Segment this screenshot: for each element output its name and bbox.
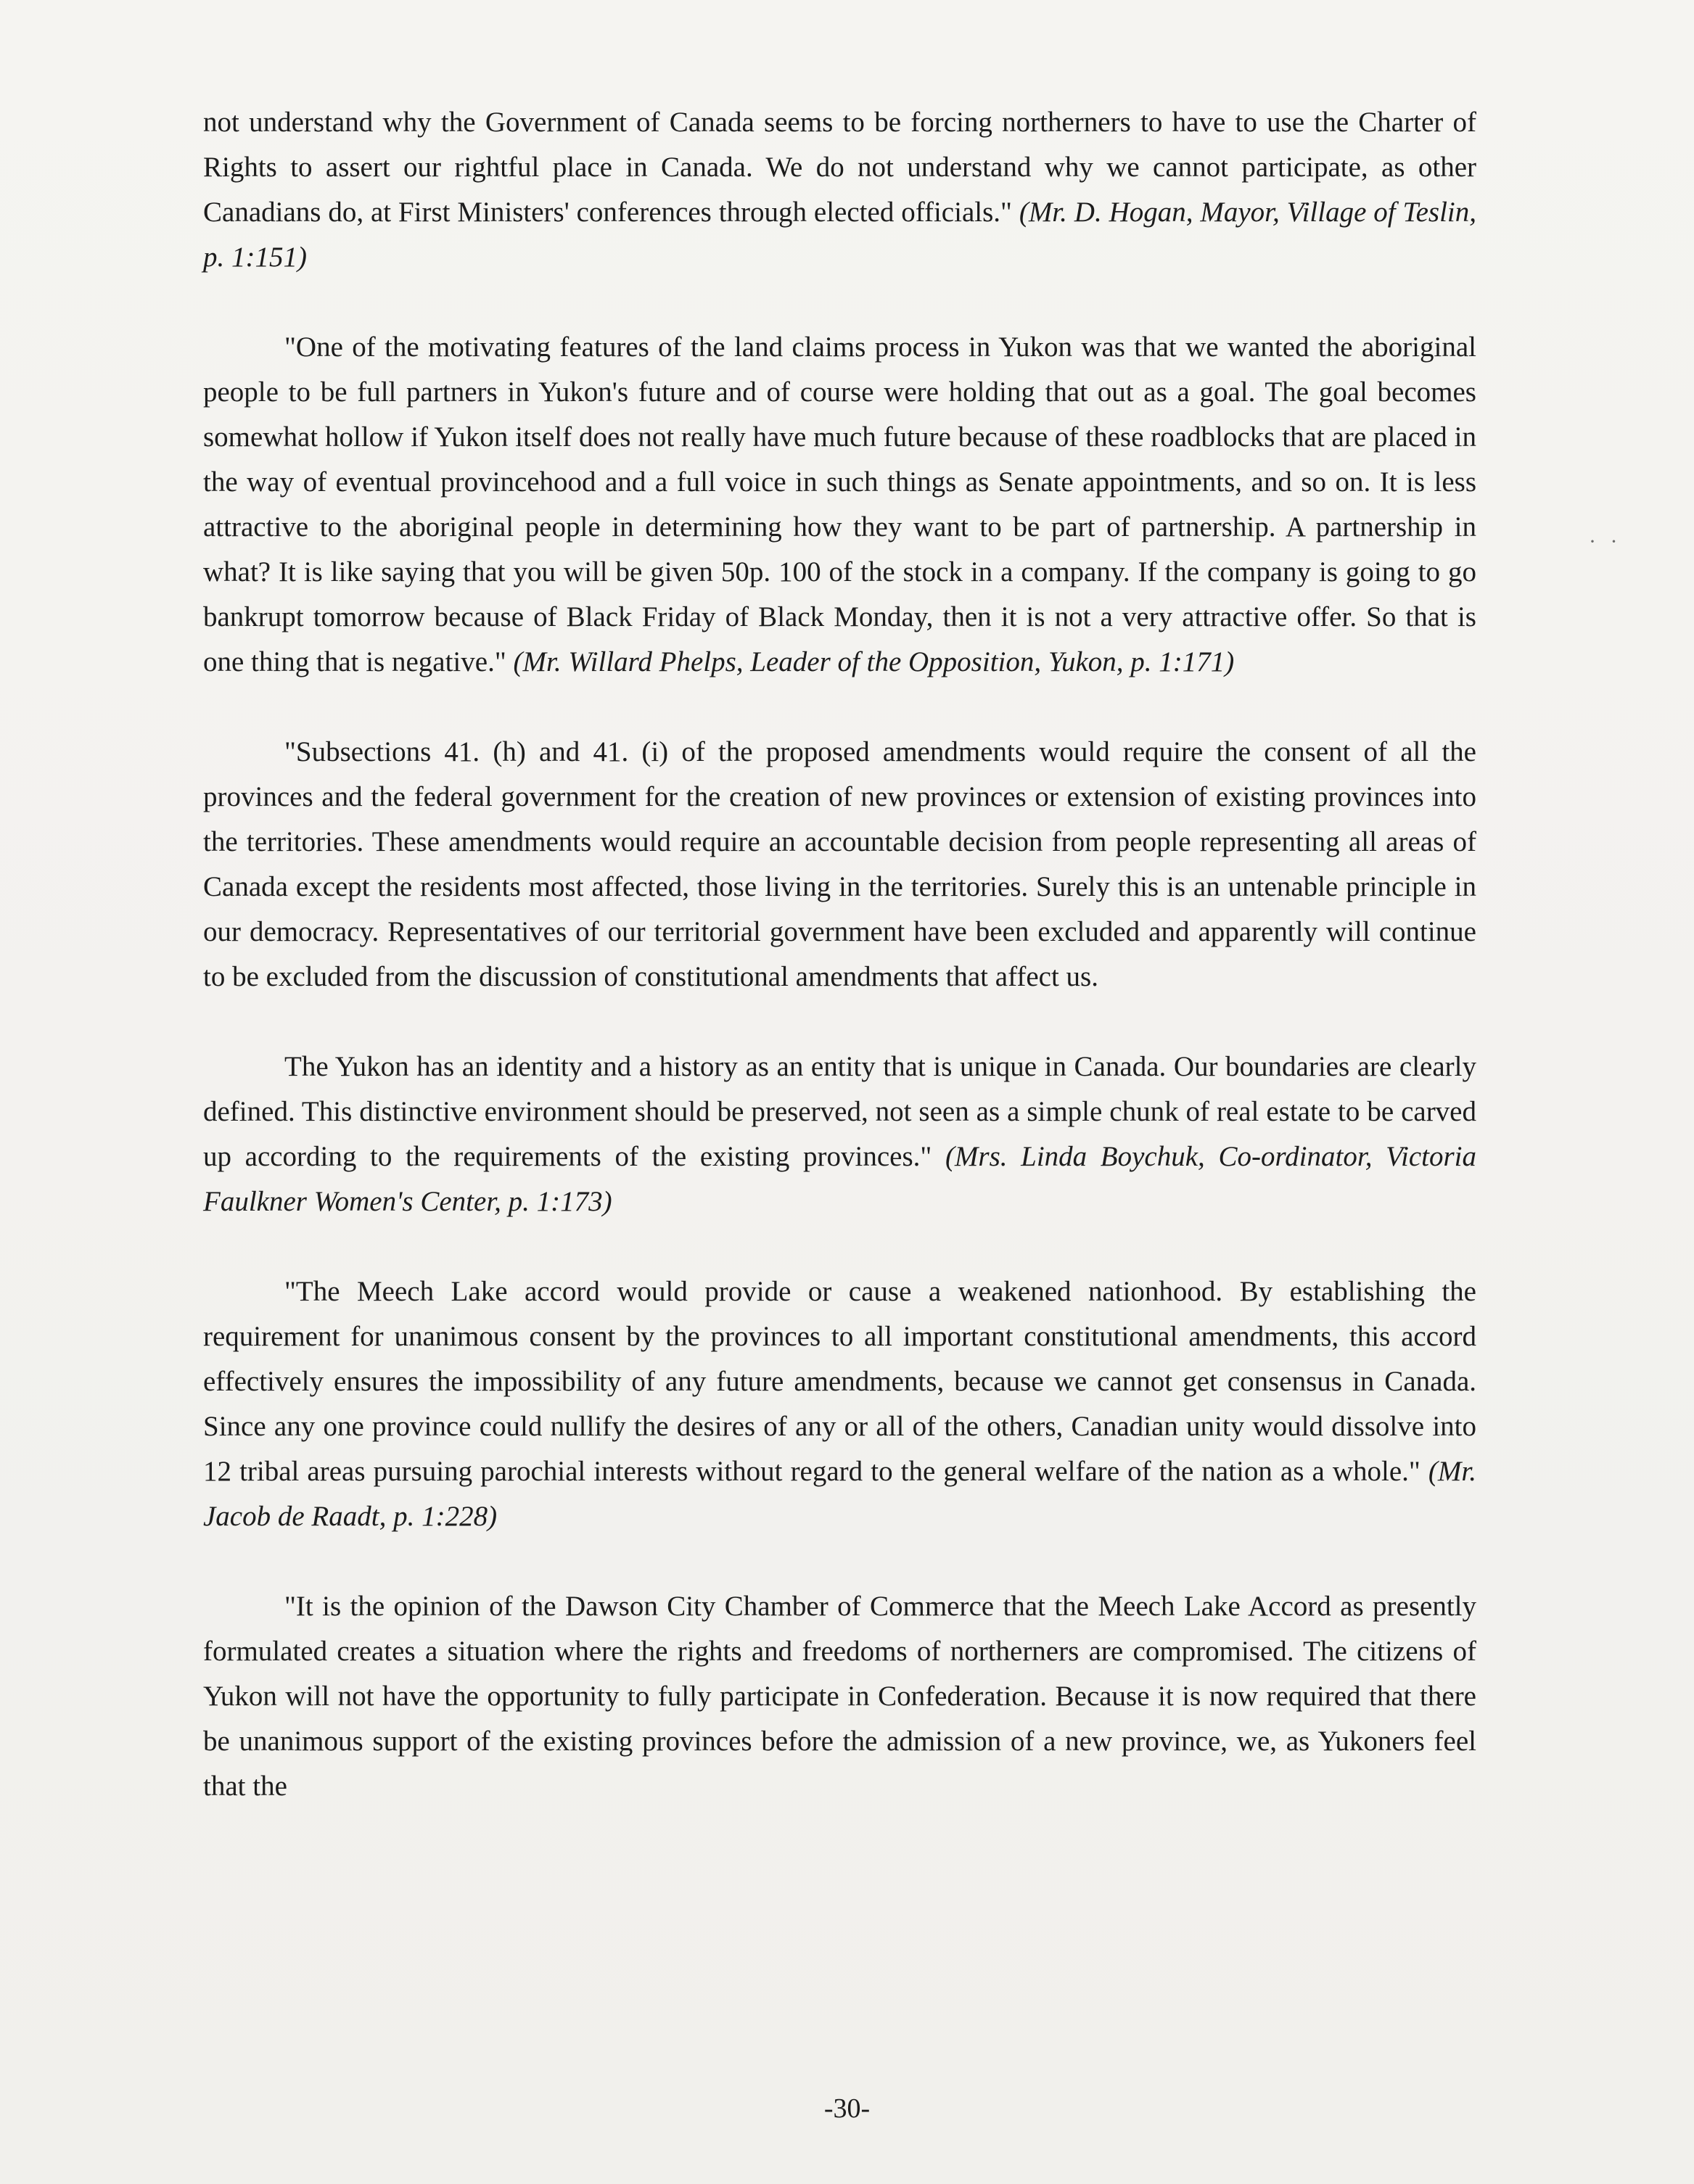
body-text [203, 100, 1476, 1854]
paragraph-dawson-quote [203, 1584, 1476, 1809]
paragraph-boychuk-quote [203, 1044, 1476, 1224]
paragraph-text: "The Meech Lake accord would provide or cause a weakened nationhood. By establishing the requirement for unanimous consent by the provinces to all important constitutional amendments, this accord effectively ensures the impossibility of any future amendments, because we cannot get consensus in Canada. Since any one province could nullify the desires of any or all of the others, Canadian unity would dissolve into 12 tribal areas pursuing parochial interests without regard to the general welfare of the nation as a whole." [203, 1276, 1476, 1487]
paragraph-hogan-quote [203, 100, 1476, 280]
paragraph-text: "It is the opinion of the Dawson City Chamber of Commerce that the Meech Lake Accord as presently formulated creates a situation where the rights and freedoms of northerners are compromised. The citizens of Yukon will not have the opportunity to fully participate in Confederation. Because it is now required that there be unanimous support of the existing provinces before the admission of a new province, we, as Yukoners feel that the [203, 1591, 1476, 1802]
page-number: -30- [823, 2093, 871, 2124]
paragraph-subsections-quote [203, 730, 1476, 1000]
citation: (Mrs. Linda Boychuk, Co-ordinator, Victoria Faulkner Women's Center, p. 1:173) [203, 1141, 1476, 1217]
citation: (Mr. Willard Phelps, Leader of the Opposition, Yukon, p. 1:171) [513, 646, 1235, 677]
paragraph-text: "One of the motivating features of the land claims process in Yukon was that we wanted the aboriginal people to be full partners in Yukon's future and of course were holding that out as a goal. The goal becomes somewhat hollow if Yukon itself does not really have much future because of these roadblocks that are placed in the way of eventual provincehood and a full voice in such things as Senate appointments, and so on. It is less attractive to the aboriginal people in determining how they want to be part of partnership. A partnership in what? It is like saying that you will be given 50p. 100 of the stock in a company. If the company is going to go bankrupt tomorrow because of Black Friday of Black Monday, then it is not a very attractive offer. So that is one thing that is negative." [203, 331, 1476, 677]
citation: (Mr. D. Hogan, Mayor, Village of Teslin, p. 1:151) [203, 197, 1476, 273]
margin-mark: · · [1589, 529, 1622, 553]
paragraph-text: "Subsections 41. (h) and 41. (i) of the proposed amendments would require the consent of all the provinces and the federal government for the creation of new provinces or extension of existing provinces into the territories. These amendments would require an accountable decision from people representing all areas of Canada except the residents most affected, those living in the territories. Surely this is an untenable principle in our democracy. Representatives of our territorial government have been excluded and apparently will continue to be excluded from the discussion of constitutional amendments that affect us. [203, 736, 1476, 992]
paragraph-text: The Yukon has an identity and a history as an entity that is unique in Canada. Our boundaries are clearly defined. This distinctive environment should be preserved, not seen as a simple chunk of real estate to be carved up according to the requirements of the existing provinces." [203, 1051, 1476, 1172]
citation: (Mr. Jacob de Raadt, p. 1:228) [203, 1456, 1476, 1532]
paragraph-deraadt-quote [203, 1269, 1476, 1539]
paragraph-phelps-quote [203, 325, 1476, 685]
paragraph-text: not understand why the Government of Canada seems to be forcing northerners to have to use the Charter of Rights to assert our rightful place in Canada. We do not understand why we cannot participate, as other Canadians do, at First Ministers' conferences through elected officials." [203, 107, 1476, 228]
